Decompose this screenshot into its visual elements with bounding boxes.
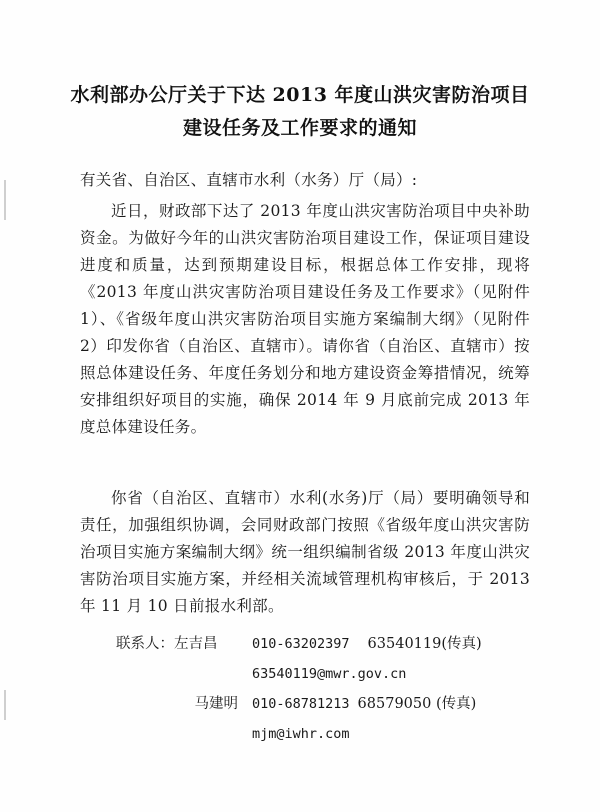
contact1-email: 63540119@mwr.gov.cn xyxy=(252,666,407,682)
document-title-line2: 建设任务及工作要求的通知 xyxy=(182,117,417,139)
contact2-name: 马建明 xyxy=(194,696,238,712)
contact2-fax: 68579050 (传真) xyxy=(357,696,477,712)
paragraph-2: 你省（自治区、直辖市）水利(水务)厅（局）要明确领导和责任，加强组织协调，会同财政部门按照《省级年度山洪灾害防治项目实施方案编制大纲》统一组织编制省级 2013 年度山洪灾害防治项目实施方案，并经相关流域管理机构审核后，于 2013 年 11 月 10 日前报水利部。 xyxy=(80,489,530,615)
salutation: 有关省、自治区、直辖市水利（水务）厅（局）: xyxy=(80,171,418,189)
contact1-fax: 63540119(传真) xyxy=(367,636,482,652)
scan-margin-mark xyxy=(4,690,6,720)
document-title-line1: 水利部办公厅关于下达 2013 年度山洪灾害防治项目 xyxy=(70,84,530,106)
contacts-label: 联系人： xyxy=(116,636,174,652)
contact-row-1 xyxy=(116,629,482,659)
contact1-name: 左吉昌 xyxy=(174,636,218,652)
contact2-email: mjm@iwhr.com xyxy=(252,726,350,742)
contact1-phone: 010-63202397 xyxy=(252,636,350,652)
contact2-phone: 010-68781213 xyxy=(252,696,350,712)
contacts-label-group xyxy=(116,629,252,659)
paragraph-1: 近日，财政部下达了 2013 年度山洪灾害防治项目中央补助资金。为做好今年的山洪灾害防治项目建设工作，保证项目建设进度和质量，达到预期建设目标，根据总体工作安排，现将《2013 年度山洪灾害防治项目建设任务及工作要求》（见附件 1）、《省级年度山洪灾害防治项目实施方案编制大纲》（见附件 2）印发你省（自治区、直辖市）。请你省（自治区、直辖市）按照总体建设任务、年度任务划分和地方建设资金筹措情况，统筹安排组织好项目的实施，确保 2014 年 9 月底前完成 2013 年度总体建设任务。 xyxy=(80,202,530,436)
scan-margin-mark xyxy=(4,180,6,220)
contact-row-1-email xyxy=(116,659,482,689)
contact-row-2 xyxy=(116,689,482,719)
contacts-block xyxy=(116,629,482,749)
contact-row-2-email xyxy=(116,719,482,749)
